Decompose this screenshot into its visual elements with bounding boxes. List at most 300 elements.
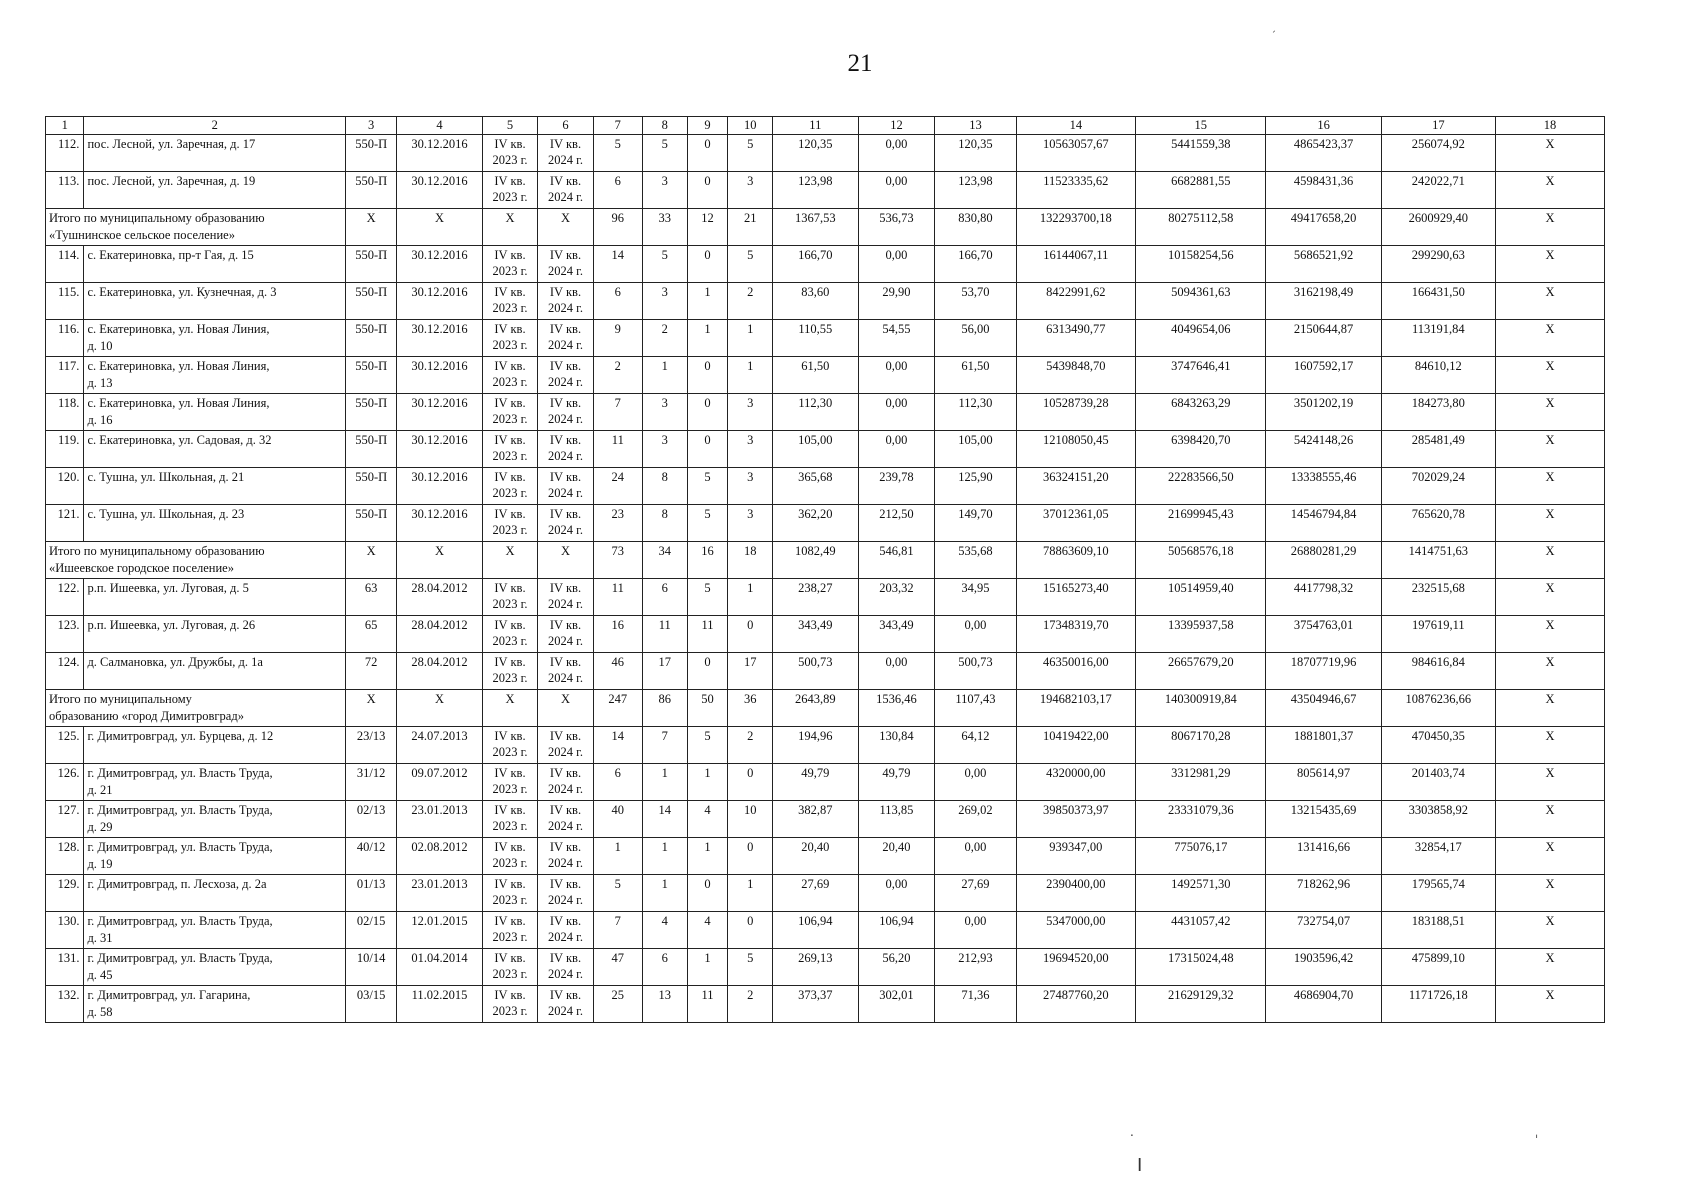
amount-cell-c17: 470450,35 [1381,727,1495,764]
amount-cell-c16: 718262,96 [1266,875,1381,912]
address-cell-line: г. Димитровград, ул. Власть Труда, [87,951,273,965]
resolution-number-cell: 65 [346,616,397,653]
address-cell-line: с. Екатериновка, ул. Садовая, д. 32 [87,433,272,447]
address-cell [84,135,346,172]
count-cell-c9: 11 [687,986,728,1023]
amount-cell-c14: 6313490,77 [1016,320,1136,357]
address-cell-line: д. 21 [87,783,113,797]
amount-cell-c17: 1414751,63 [1381,542,1495,579]
area-cell-c12: 0,00 [858,431,935,468]
amount-cell-c14: 8422991,62 [1016,283,1136,320]
column-number-2: 2 [84,117,346,135]
amount-cell-c17: 1171726,18 [1381,986,1495,1023]
planned-end-cell [538,616,594,653]
planned-end-cell [538,357,594,394]
count-cell-c7: 40 [593,801,642,838]
address-cell [84,801,346,838]
area-cell-c12: 49,79 [858,764,935,801]
amount-cell-c15: 775076,17 [1136,838,1266,875]
scan-speck: ˏ [1271,22,1276,33]
amount-cell-c16: 2150644,87 [1266,320,1381,357]
resolution-number-cell: 550-П [346,172,397,209]
address-cell [84,579,346,616]
row-number-cell: 123. [46,616,84,653]
address-cell [84,838,346,875]
resolution-date-cell: 30.12.2016 [397,246,482,283]
address-cell-line: д. 58 [87,1005,113,1019]
amount-cell-c16: 5424148,26 [1266,431,1381,468]
resolution-number-cell: Х [346,209,397,246]
table-row [46,283,1605,320]
count-cell-c9: 5 [687,468,728,505]
resolution-date-cell: Х [397,690,482,727]
area-cell-c12: 0,00 [858,357,935,394]
planned-start-cell [482,875,538,912]
area-cell-c11: 238,27 [773,579,858,616]
area-cell-c11: 343,49 [773,616,858,653]
planned-end-cell-line: IV кв. [549,655,582,669]
area-cell-c12: 29,90 [858,283,935,320]
area-cell-c12: 239,78 [858,468,935,505]
planned-end-cell [538,320,594,357]
row-number-cell: 129. [46,875,84,912]
planned-end-cell [538,949,594,986]
amount-cell-c14: 939347,00 [1016,838,1136,875]
planned-end-cell-line: 2024 г. [548,449,583,463]
planned-start-cell-line: IV кв. [494,248,526,262]
address-cell-line: г. Димитровград, ул. Власть Труда, [87,914,273,928]
mark-cell: Х [1495,209,1604,246]
planned-start-cell [482,394,538,431]
amount-cell-c17: 166431,50 [1381,283,1495,320]
area-cell-c13: 56,00 [935,320,1016,357]
area-cell-c13: 535,68 [935,542,1016,579]
mark-cell: Х [1495,172,1604,209]
planned-start-cell [482,357,538,394]
planned-start-cell-line: IV кв. [494,285,526,299]
planned-end-cell-line: 2024 г. [548,671,583,685]
planned-start-cell [482,283,538,320]
count-cell-c9: 0 [687,394,728,431]
count-cell-c10: 5 [728,135,773,172]
resolution-date-cell: 23.01.2013 [397,875,482,912]
area-cell-c13: 149,70 [935,505,1016,542]
column-number-6: 6 [538,117,594,135]
planned-end-cell-line: IV кв. [549,322,582,336]
table-row [46,579,1605,616]
planned-start-cell-line: 2023 г. [492,819,528,833]
row-number-cell: 131. [46,949,84,986]
address-cell-line: р.п. Ишеевка, ул. Луговая, д. 26 [87,618,256,632]
planned-start-cell-line: 2023 г. [492,375,528,389]
planned-start-cell-line: 2023 г. [492,449,528,463]
count-cell-c9: 1 [687,764,728,801]
count-cell-c7: 6 [593,172,642,209]
planned-start-cell: Х [482,690,538,727]
area-cell-c11: 373,37 [773,986,858,1023]
planned-start-cell-line: IV кв. [494,914,526,928]
planned-start-cell-line: 2023 г. [492,634,528,648]
count-cell-c10: 36 [728,690,773,727]
amount-cell-c15: 17315024,48 [1136,949,1266,986]
area-cell-c12: 0,00 [858,246,935,283]
count-cell-c9: 0 [687,431,728,468]
amount-cell-c15: 6682881,55 [1136,172,1266,209]
resolution-date-cell: 12.01.2015 [397,912,482,949]
row-number-cell: 117. [46,357,84,394]
column-number-4: 4 [397,117,482,135]
planned-end-cell-line: IV кв. [549,988,582,1002]
area-cell-c11: 194,96 [773,727,858,764]
address-cell-line: г. Димитровград, ул. Власть Труда, [87,840,273,854]
planned-start-cell-line: 2023 г. [492,1004,528,1018]
count-cell-c9: 5 [687,505,728,542]
planned-end-cell-line: IV кв. [549,470,582,484]
planned-end-cell [538,246,594,283]
count-cell-c7: 2 [593,357,642,394]
address-cell-line: с. Тушна, ул. Школьная, д. 23 [87,507,245,521]
amount-cell-c15: 22283566,50 [1136,468,1266,505]
area-cell-c13: 112,30 [935,394,1016,431]
resolution-number-cell: 550-П [346,468,397,505]
planned-end-cell: Х [538,209,594,246]
amount-cell-c15: 1492571,30 [1136,875,1266,912]
planned-end-cell-line: 2024 г. [548,634,583,648]
address-cell [84,468,346,505]
amount-cell-c15: 4431057,42 [1136,912,1266,949]
count-cell-c10: 2 [728,283,773,320]
mark-cell: Х [1495,764,1604,801]
planned-end-cell-line: IV кв. [549,433,582,447]
table-row [46,912,1605,949]
amount-cell-c17: 184273,80 [1381,394,1495,431]
mark-cell: Х [1495,653,1604,690]
planned-start-cell-line: IV кв. [494,137,526,151]
count-cell-c8: 3 [642,172,687,209]
row-number-cell: 112. [46,135,84,172]
planned-start-cell [482,764,538,801]
address-cell [84,875,346,912]
column-number-15: 15 [1136,117,1266,135]
planned-end-cell-line: 2024 г. [548,375,583,389]
planned-start-cell-line: 2023 г. [492,597,528,611]
resolution-date-cell: 30.12.2016 [397,505,482,542]
planned-end-cell-line: 2024 г. [548,745,583,759]
count-cell-c7: 25 [593,986,642,1023]
amount-cell-c16: 3501202,19 [1266,394,1381,431]
area-cell-c12: 546,81 [858,542,935,579]
address-cell [84,431,346,468]
area-cell-c13: 1107,43 [935,690,1016,727]
planned-start-cell-line: 2023 г. [492,301,528,315]
table-body [46,117,1605,1023]
area-cell-c11: 1367,53 [773,209,858,246]
amount-cell-c14: 17348319,70 [1016,616,1136,653]
area-cell-c11: 382,87 [773,801,858,838]
area-cell-c11: 269,13 [773,949,858,986]
count-cell-c7: 5 [593,875,642,912]
address-cell [84,394,346,431]
resolution-date-cell: 11.02.2015 [397,986,482,1023]
amount-cell-c14: 5439848,70 [1016,357,1136,394]
subtotal-label [46,690,346,727]
count-cell-c10: 2 [728,986,773,1023]
area-cell-c13: 0,00 [935,616,1016,653]
address-cell [84,949,346,986]
mark-cell: Х [1495,690,1604,727]
count-cell-c8: 2 [642,320,687,357]
count-cell-c9: 4 [687,801,728,838]
planned-end-cell [538,653,594,690]
planned-end-cell-line: IV кв. [549,137,582,151]
row-number-cell: 126. [46,764,84,801]
area-cell-c13: 0,00 [935,764,1016,801]
count-cell-c7: 73 [593,542,642,579]
address-cell [84,357,346,394]
address-cell [84,912,346,949]
address-cell-line: д. 45 [87,968,113,982]
count-cell-c10: 3 [728,172,773,209]
table-row [46,949,1605,986]
planned-start-cell-line: IV кв. [494,766,526,780]
resolution-date-cell: 28.04.2012 [397,616,482,653]
planned-end-cell-line: 2024 г. [548,523,583,537]
planned-end-cell-line: IV кв. [549,951,582,965]
planned-end-cell-line: 2024 г. [548,967,583,981]
resolution-number-cell: Х [346,690,397,727]
amount-cell-c14: 10419422,00 [1016,727,1136,764]
column-number-12: 12 [858,117,935,135]
address-cell [84,653,346,690]
amount-cell-c15: 6843263,29 [1136,394,1266,431]
area-cell-c13: 830,80 [935,209,1016,246]
subtotal-label-line: «Ишеевское городское поселение» [49,561,234,575]
amount-cell-c17: 201403,74 [1381,764,1495,801]
area-cell-c11: 83,60 [773,283,858,320]
amount-cell-c16: 18707719,96 [1266,653,1381,690]
table-row [46,172,1605,209]
count-cell-c10: 1 [728,357,773,394]
address-cell-line: г. Димитровград, п. Лесхоза, д. 2а [87,877,267,891]
count-cell-c10: 0 [728,838,773,875]
area-cell-c12: 20,40 [858,838,935,875]
count-cell-c8: 6 [642,579,687,616]
resolution-number-cell: 03/15 [346,986,397,1023]
subtotal-label-line: образованию «город Димитровград» [49,709,244,723]
planned-start-cell-line: 2023 г. [492,671,528,685]
planned-start-cell-line: IV кв. [494,359,526,373]
count-cell-c10: 0 [728,764,773,801]
mark-cell: Х [1495,431,1604,468]
row-number-cell: 114. [46,246,84,283]
resolution-number-cell: 550-П [346,394,397,431]
count-cell-c7: 14 [593,727,642,764]
table-row [46,246,1605,283]
amount-cell-c16: 49417658,20 [1266,209,1381,246]
resolution-number-cell: 10/14 [346,949,397,986]
amount-cell-c17: 32854,17 [1381,838,1495,875]
column-number-row [46,117,1605,135]
address-cell-line: г. Димитровград, ул. Гагарина, [87,988,251,1002]
planned-start-cell [482,653,538,690]
address-cell-line: д. 13 [87,376,113,390]
area-cell-c12: 56,20 [858,949,935,986]
count-cell-c10: 10 [728,801,773,838]
planned-start-cell-line: IV кв. [494,322,526,336]
address-cell [84,505,346,542]
mark-cell: Х [1495,801,1604,838]
count-cell-c7: 5 [593,135,642,172]
resolution-date-cell: 30.12.2016 [397,394,482,431]
planned-end-cell-line: 2024 г. [548,153,583,167]
count-cell-c8: 8 [642,505,687,542]
column-number-17: 17 [1381,117,1495,135]
amount-cell-c17: 242022,71 [1381,172,1495,209]
area-cell-c11: 362,20 [773,505,858,542]
count-cell-c8: 3 [642,394,687,431]
count-cell-c8: 4 [642,912,687,949]
area-cell-c12: 0,00 [858,135,935,172]
scan-speck: ˌ [1535,1125,1539,1139]
address-cell-line: р.п. Ишеевка, ул. Луговая, д. 5 [87,581,249,595]
amount-cell-c16: 1881801,37 [1266,727,1381,764]
resolution-date-cell: 30.12.2016 [397,357,482,394]
planned-end-cell [538,468,594,505]
area-cell-c13: 53,70 [935,283,1016,320]
area-cell-c11: 500,73 [773,653,858,690]
count-cell-c8: 1 [642,357,687,394]
planned-end-cell-line: 2024 г. [548,190,583,204]
count-cell-c7: 7 [593,912,642,949]
planned-start-cell-line: IV кв. [494,877,526,891]
subtotal-label [46,209,346,246]
planned-end-cell [538,838,594,875]
amount-cell-c16: 14546794,84 [1266,505,1381,542]
planned-end-cell [538,505,594,542]
planned-end-cell [538,135,594,172]
amount-cell-c14: 36324151,20 [1016,468,1136,505]
planned-start-cell-line: IV кв. [494,174,526,188]
amount-cell-c17: 3303858,92 [1381,801,1495,838]
planned-end-cell-line: 2024 г. [548,819,583,833]
column-number-13: 13 [935,117,1016,135]
count-cell-c7: 24 [593,468,642,505]
count-cell-c8: 1 [642,764,687,801]
count-cell-c7: 6 [593,283,642,320]
row-number-cell: 124. [46,653,84,690]
planned-end-cell [538,579,594,616]
amount-cell-c16: 13338555,46 [1266,468,1381,505]
mark-cell: Х [1495,616,1604,653]
count-cell-c7: 47 [593,949,642,986]
planned-end-cell-line: IV кв. [549,396,582,410]
amount-cell-c16: 732754,07 [1266,912,1381,949]
planned-end-cell [538,912,594,949]
planned-start-cell-line: 2023 г. [492,523,528,537]
address-cell [84,764,346,801]
amount-cell-c14: 10563057,67 [1016,135,1136,172]
column-number-10: 10 [728,117,773,135]
table-row [46,394,1605,431]
planned-start-cell [482,727,538,764]
planned-start-cell-line: 2023 г. [492,153,528,167]
amount-cell-c15: 80275112,58 [1136,209,1266,246]
area-cell-c11: 123,98 [773,172,858,209]
resolution-number-cell: 72 [346,653,397,690]
subtotal-row [46,690,1605,727]
mark-cell: Х [1495,542,1604,579]
amount-cell-c16: 4865423,37 [1266,135,1381,172]
resolution-date-cell: 30.12.2016 [397,135,482,172]
amount-cell-c15: 5094361,63 [1136,283,1266,320]
mark-cell: Х [1495,357,1604,394]
column-number-11: 11 [773,117,858,135]
address-cell [84,616,346,653]
mark-cell: Х [1495,246,1604,283]
amount-cell-c17: 183188,51 [1381,912,1495,949]
count-cell-c9: 50 [687,690,728,727]
amount-cell-c14: 5347000,00 [1016,912,1136,949]
amount-cell-c16: 13215435,69 [1266,801,1381,838]
address-cell-line: г. Димитровград, ул. Власть Труда, [87,803,273,817]
amount-cell-c17: 475899,10 [1381,949,1495,986]
address-cell-line: д. 29 [87,820,113,834]
amount-cell-c14: 39850373,97 [1016,801,1136,838]
area-cell-c13: 0,00 [935,912,1016,949]
planned-end-cell-line: 2024 г. [548,893,583,907]
area-cell-c13: 166,70 [935,246,1016,283]
count-cell-c9: 1 [687,283,728,320]
count-cell-c10: 18 [728,542,773,579]
count-cell-c9: 0 [687,135,728,172]
resolution-date-cell: 09.07.2012 [397,764,482,801]
planned-end-cell-line: 2024 г. [548,338,583,352]
area-cell-c13: 212,93 [935,949,1016,986]
page-number: 21 [847,50,873,77]
resolution-date-cell: 02.08.2012 [397,838,482,875]
area-cell-c13: 27,69 [935,875,1016,912]
area-cell-c13: 71,36 [935,986,1016,1023]
area-cell-c11: 110,55 [773,320,858,357]
planned-start-cell-line: IV кв. [494,803,526,817]
area-cell-c12: 1536,46 [858,690,935,727]
address-cell-line: пос. Лесной, ул. Заречная, д. 19 [87,174,256,188]
planned-end-cell-line: 2024 г. [548,486,583,500]
planned-start-cell-line: IV кв. [494,433,526,447]
planned-end-cell-line: 2024 г. [548,597,583,611]
planned-end-cell-line: 2024 г. [548,412,583,426]
planned-end-cell-line: IV кв. [549,581,582,595]
planned-start-cell [482,912,538,949]
amount-cell-c15: 23331079,36 [1136,801,1266,838]
count-cell-c9: 1 [687,949,728,986]
planned-end-cell [538,764,594,801]
area-cell-c13: 34,95 [935,579,1016,616]
subtotal-label-line: Итого по муниципальному [49,692,192,706]
planned-end-cell-line: 2024 г. [548,782,583,796]
amount-cell-c15: 3747646,41 [1136,357,1266,394]
resolution-date-cell: 01.04.2014 [397,949,482,986]
table-row [46,727,1605,764]
amount-cell-c15: 10514959,40 [1136,579,1266,616]
address-cell-line: г. Димитровград, ул. Бурцева, д. 12 [87,729,274,743]
mark-cell: Х [1495,394,1604,431]
resolution-number-cell: 01/13 [346,875,397,912]
resolution-number-cell: 40/12 [346,838,397,875]
area-cell-c11: 49,79 [773,764,858,801]
table-row [46,986,1605,1023]
planned-start-cell: Х [482,209,538,246]
